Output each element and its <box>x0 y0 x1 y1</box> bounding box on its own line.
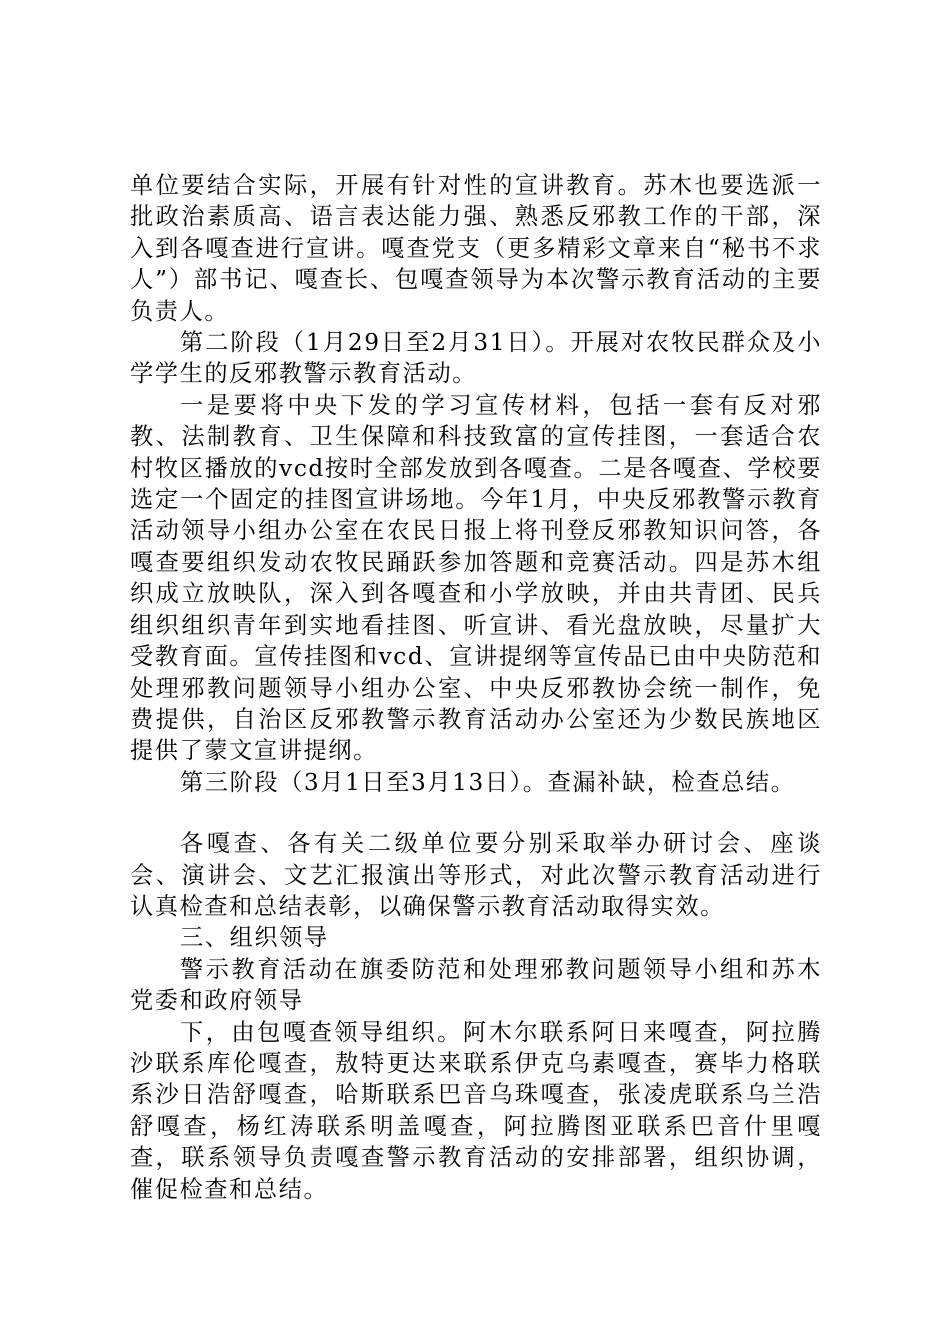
paragraph-stage-three-details: 各嘎查、各有关二级单位要分别采取举办研讨会、座谈会、演讲会、文艺汇报演出等形式，对此次警示教育活动进行认真检查和总结表彰，以确保警示教育活动取得实效。 <box>130 830 822 920</box>
paragraph-stage-two-heading: 第二阶段（1月29日至2月31日）。开展对农牧民群众及小学学生的反邪教警示教育活动。 <box>130 329 822 388</box>
paragraph-stage-two-details: 一是要将中央下发的学习宣传材料，包括一套有反对邪教、法制教育、卫生保障和科技致富的宣传挂图，一套适合农村牧区播放的vcd按时全部发放到各嘎查。二是各嘎查、学校要选定一个固定的挂图宣讲场地。今年1月，中央反邪教警示教育活动领导小组办公室在农民日报上将刊登反邪教知识问答，各嘎查要组织发动农牧民踊跃参加答题和竞赛活动。四是苏木组织成立放映队，深入到各嘎查和小学放映，并由共青团、民兵组织组织青年到实地看挂图、听宣讲、看光盘放映，尽量扩大受教育面。宣传挂图和vcd、宣讲提纲等宣传品已由中央防范和处理邪教问题领导小组办公室、中央反邪教协会统一制作，免费提供，自治区反邪教警示教育活动办公室还为少数民族地区提供了蒙文宣讲提纲。 <box>130 391 822 765</box>
paragraph-leadership-assignments: 下，由包嘎查领导组织。阿木尔联系阿日来嘎查，阿拉腾沙联系库伦嘎查，敖特更达来联系伊克乌素嘎查，赛毕力格联系沙日浩舒嘎查，哈斯联系巴音乌珠嘎查，张凌虎联系乌兰浩舒嘎查，杨红涛联系明盖嘎查，阿拉腾图亚联系巴音什里嘎查，联系领导负责嘎查警示教育活动的安排部署，组织协调，催促检查和总结。 <box>130 1018 822 1203</box>
paragraph-leadership-intro: 警示教育活动在旗委防范和处理邪教问题领导小组和苏木党委和政府领导 <box>130 955 822 1015</box>
document-body <box>130 170 822 1205</box>
paragraph-stage-three-heading: 第三阶段（3月1日至3月13日）。查漏补缺，检查总结。 <box>180 768 796 796</box>
section-heading-organization: 三、组织领导 <box>180 924 329 952</box>
paragraph-propaganda-units: 单位要结合实际，开展有针对性的宣讲教育。苏木也要选派一批政治素质高、语言表达能力强、熟悉反邪教工作的干部，深入到各嘎查进行宣讲。嘎查党支（更多精彩文章来自“秘书不求人”）部书记、嘎查长、包嘎查领导为本次警示教育活动的主要负责人。 <box>130 172 822 325</box>
